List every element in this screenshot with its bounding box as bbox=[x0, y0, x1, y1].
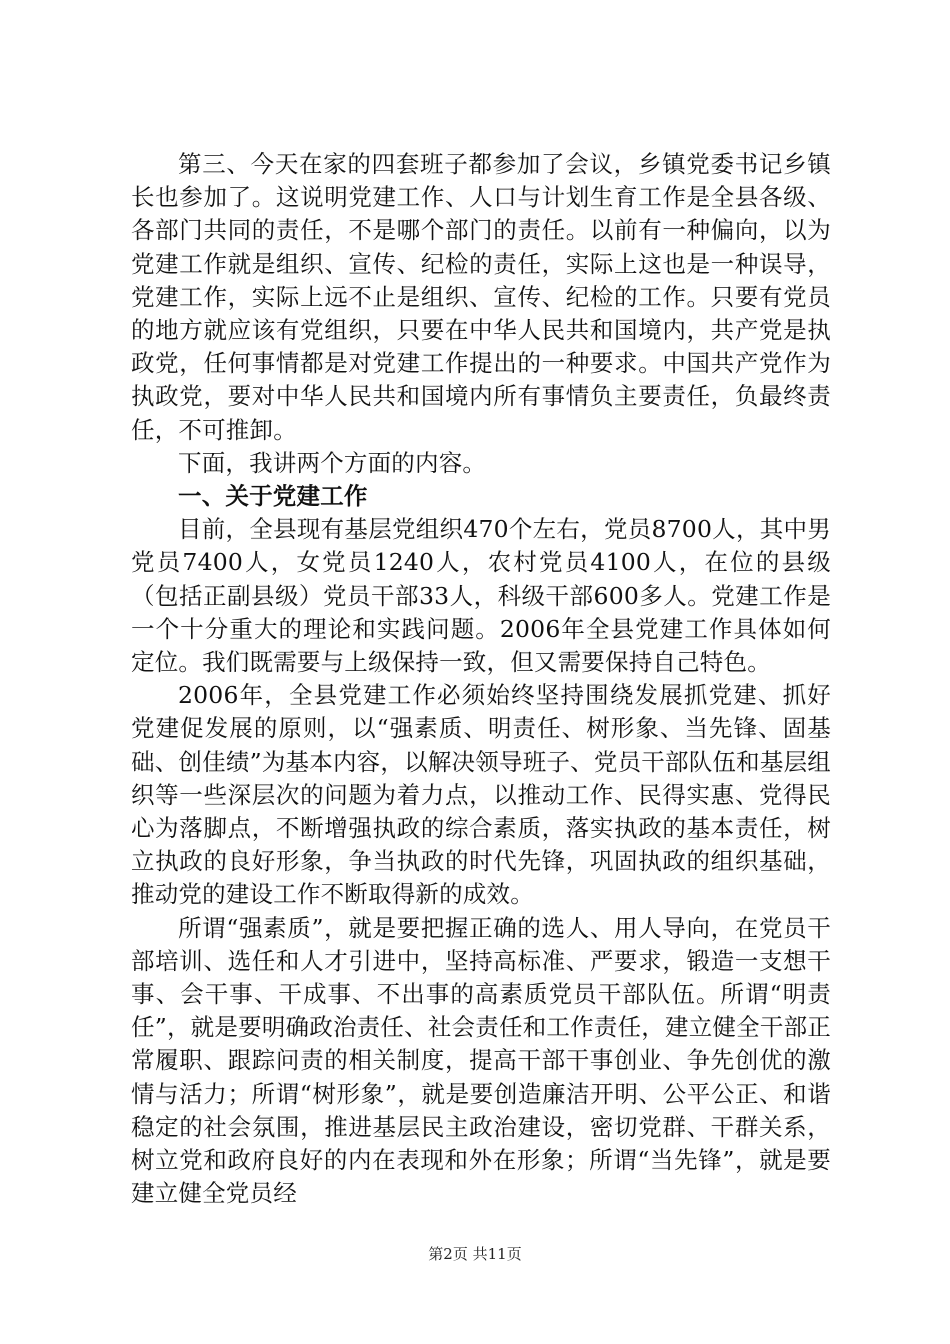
page-number-footer: 第2页 共11页 bbox=[428, 1245, 522, 1263]
paragraph-intro: 下面，我讲两个方面的内容。 bbox=[178, 448, 487, 477]
paragraph-2006-principles: 2006年，全县党建工作必须始终坚持围绕发展抓党建、抓好党建促发展的原则，以“强素质、明责任、树形象、当先锋、固基础、创佳绩”为基本内容，以解决领导班子、党员干部队伍和基层组织等一些深层次的问题为着力点，以推动工作、民得实惠、党得民心为落脚点，不断增强执政的综合素质，落实执政的基本责任，树立执政的良好形象，争当执政的时代先锋，巩固执政的组织基础，推动党的建设工作不断取得新的成效。 bbox=[131, 681, 831, 909]
section-heading: 一、关于党建工作 bbox=[178, 482, 368, 511]
paragraph-definitions: 所谓“强素质”，就是要把握正确的选人、用人导向，在党员干部培训、选任和人才引进中，坚持高标准、严要求，锻造一支想干事、会干事、干成事、不出事的高素质党员干部队伍。所谓“明责任”，就是要明确政治责任、社会责任和工作责任，建立健全干部正常履职、跟踪问责的相关制度，提高干部干事创业、争先创优的激情与活力；所谓“树形象”，就是要创造廉洁开明、公平公正、和谐稳定的社会氛围，推进基层民主政治建设，密切党群、干群关系，树立党和政府良好的内在表现和外在形象；所谓“当先锋”，就是要建立健全党员经 bbox=[131, 913, 831, 1208]
document-body bbox=[131, 148, 831, 1211]
paragraph-third-point: 第三、今天在家的四套班子都参加了会议，乡镇党委书记乡镇长也参加了。这说明党建工作、人口与计划生育工作是全县各级、各部门共同的责任，不是哪个部门的责任。以前有一种偏向，以为党建工作就是组织、宣传、纪检的责任，实际上这也是一种误导，党建工作，实际上远不止是组织、宣传、纪检的工作。只要有党员的地方就应该有党组织，只要在中华人民共和国境内，共产党是执政党，任何事情都是对党建工作提出的一种要求。中国共产党作为执政党，要对中华人民共和国境内所有事情负主要责任，负最终责任，不可推卸。 bbox=[131, 150, 831, 444]
paragraph-statistics: 目前，全县现有基层党组织470个左右，党员8700人，其中男党员7400人，女党员1240人，农村党员4100人，在位的县级（包括正副县级）党员干部33人，科级干部600多人。党建工作是一个十分重大的理论和实践问题。2006年全县党建工作具体如何定位。我们既需要与上级保持一致，但又需要保持自己特色。 bbox=[131, 515, 831, 677]
